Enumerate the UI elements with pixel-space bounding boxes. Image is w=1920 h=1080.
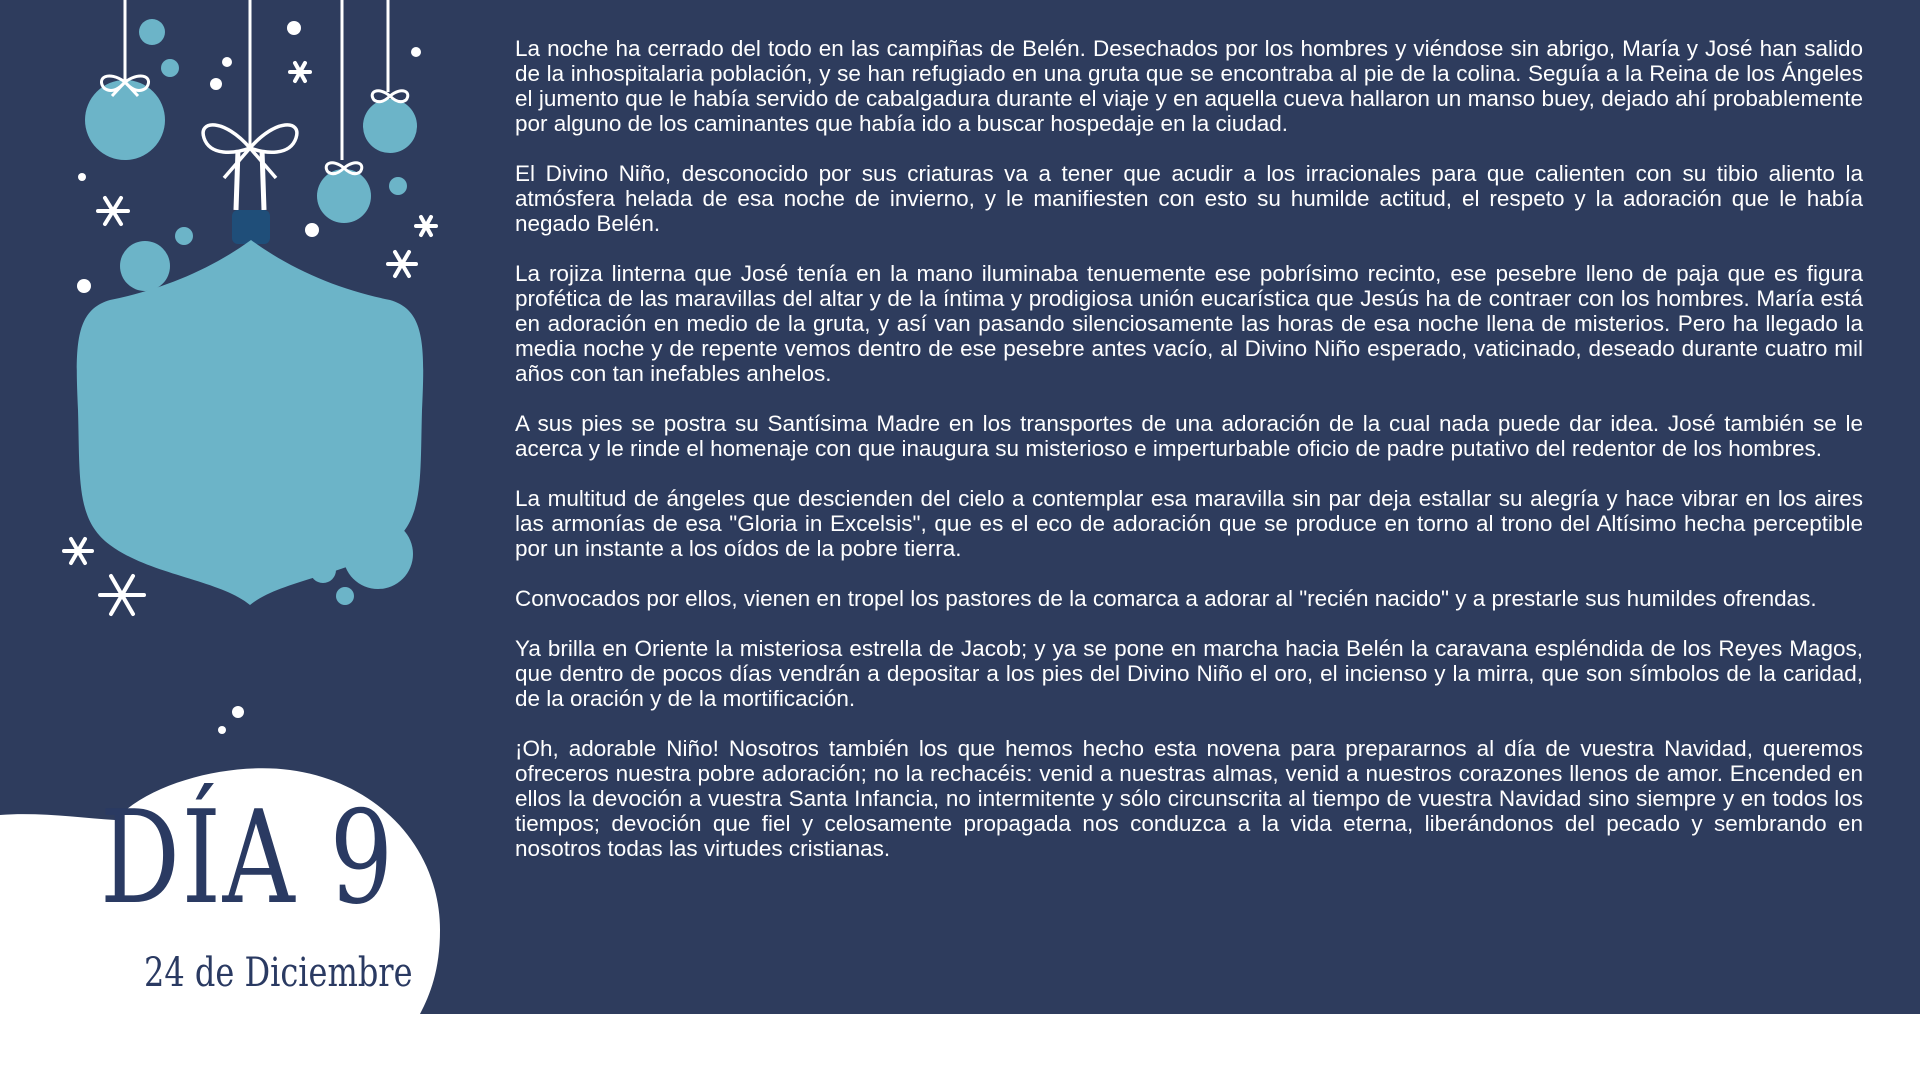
paragraph: El Divino Niño, desconocido por sus criaturas va a tener que acudir a los irracionales para que calienten con su tibio aliento la atmósfera helada de esa noche de invierno, y le manifiesten con esto su humilde actitud, el respeto y la adoración que le había negado Belén. [515,161,1863,236]
day-date: 24 de Diciembre [144,950,413,996]
paragraph: La rojiza linterna que José tenía en la mano iluminaba tenuemente ese pobrísimo recinto, ese pesebre lleno de paja que es figura profética de las maravillas del altar y de la íntima y prodigiosa unión eucarística que Jesús ha de contraer con los hombres. María está en adoración en medio de la gruta, y así van pasando silenciosamente las horas de esa noche llena de misterios. Pero ha llegado la media noche y de repente vemos dentro de ese pesebre antes vacío, al Divino Niño esperado, vaticinado, deseado durante cuatro mil años con tan inefables anhelos. [515,261,1863,386]
paragraph: Convocados por ellos, vienen en tropel los pastores de la comarca a adorar al "recién nacido" y a prestarle sus humildes ofrendas. [515,586,1817,611]
day-title: DÍA 9 [100,784,395,933]
paragraph: ¡Oh, adorable Niño! Nosotros también los que hemos hecho esta novena para prepararnos al día de vuestra Navidad, queremos ofreceros nuestra pobre adoración; no la rechacéis: venid a nuestras almas, venid a nuestros corazones llenos de amor. Encended en ellos la devoción a vuestra Santa Infancia, no intermitente y sólo circunscrita al tiempo de vuestra Navidad sino siempre y en todos los tiempos; devoción que fiel y celosamente propagada nos conduzca a la vida eterna, liberándonos del pecado y sembrando en nosotros todas las virtudes cristianas. [515,736,1863,861]
paragraph: Ya brilla en Oriente la misteriosa estrella de Jacob; y ya se pone en marcha hacia Belén la caravana espléndida de los Reyes Magos, que dentro de pocos días vendrán a depositar a los pies del Divino Niño el oro, el incienso y la mirra, que son símbolos de la caridad, de la oración y de la mortificación. [515,636,1863,711]
paragraph: La noche ha cerrado del todo en las campiñas de Belén. Desechados por los hombres y viéndose sin abrigo, María y José han salido de la inhospitalaria población, y se han refugiado en una gruta que se encontraba al pie de la colina. Seguía a la Reina de los Ángeles el jumento que le había servido de cabalgadura durante el viaje y en aquella cueva hallaron un manso buey, dejado ahí probablemente por alguno de los caminantes que había ido a buscar hospedaje en la ciudad. [515,36,1863,136]
meditation-text [515,36,1863,886]
paragraph: La multitud de ángeles que descienden del cielo a contemplar esa maravilla sin par deja estallar su alegría y hace vibrar en los aires las armonías de esa "Gloria in Excelsis", que es el eco de adoración que se produce en torno al trono del Altísimo hecha perceptible por un instante a los oídos de la pobre tierra. [515,486,1863,561]
paragraph: A sus pies se postra su Santísima Madre en los transportes de una adoración de la cual nada puede dar idea. José también se le acerca y le rinde el homenaje con que inaugura su misterioso e imperturbable oficio de padre putativo del redentor de los hombres. [515,411,1863,461]
day-heading-block [0,0,460,1014]
